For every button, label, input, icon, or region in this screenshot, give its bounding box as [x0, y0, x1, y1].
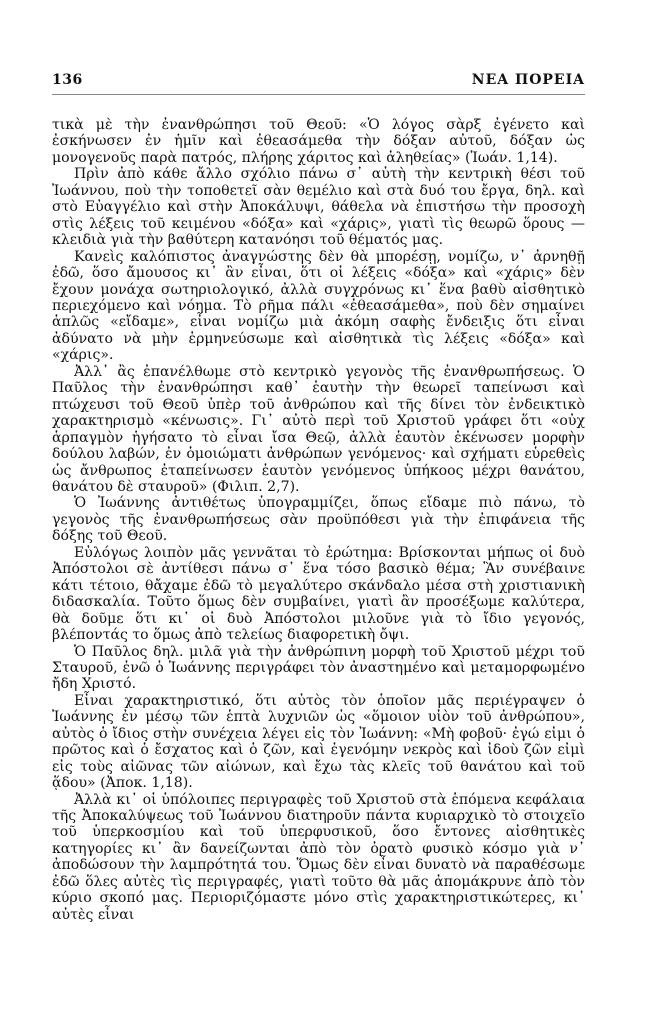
paragraph-6: Εὐλόγως λοιπὸν μᾶς γεννᾶται τὸ ἐρώτημα: Βρίσκονται μήπως οἱ δυὸ Ἀπόστολοι σὲ ἀντίθεσι πάνω σ᾽ ἕνα τόσο βασικὸ θέμα; Ἂν συνέβαινε κάτι τέτοιο, θἄχαμε ἐδῶ τὸ μεγαλύτερο σκάνδαλο μέσα στὴ χριστιανικὴ διδασκαλία. Τοῦτο ὅμως δὲν συμβαίνει, γιατὶ ἂν προσέξωμε καλύτερα, θὰ δοῦμε ὅτι κι᾽ οἱ δυὸ Ἀπόστολοι μιλοῦνε γιὰ τὸ ἴδιο γεγονός, βλέποντάς το ὅμως ἀπὸ τελείως διαφορετικὴ ὄψι. — [52, 544, 585, 644]
paragraph-8: Εἶναι χαρακτηριστικό, ὅτι αὐτὸς τὸν ὁποῖον μᾶς περιέγραψεν ὁ Ἰωάννης ἐν μέσῳ τῶν ἑπτὰ λυχνιῶν ὡς «ὅμοιον υἱὸν τοῦ ἀνθρώπου», αὐτὸς ὁ ἴδιος στὴν συνέχεια λέγει εἰς τὸν Ἰωάννη: «Μὴ φοβοῦ· ἐγώ εἰμι ὁ πρῶτος καὶ ὁ ἔσχατος καὶ ὁ ζῶν, καὶ ἐγενόμην νεκρὸς καὶ ἰδοὺ ζῶν εἰμὶ εἰς τοὺς αἰῶνας τῶν αἰώνων, καὶ ἔχω τὰς κλεῖς τοῦ θανάτου καὶ τοῦ ᾅδου» (Ἀποκ. 1,18). — [52, 692, 585, 792]
page-number: 136 — [52, 72, 83, 88]
body-text — [52, 117, 585, 923]
paragraph-7: Ὁ Παῦλος δηλ. μιλᾶ γιὰ τὴν ἀνθρώπινη μορφὴ τοῦ Χριστοῦ μέχρι τοῦ Σταυροῦ, ἐνῶ ὁ Ἰωάννης περιγράφει τὸν ἀναστημένο καὶ μεταμορφωμένο ἤδη Χριστό. — [52, 643, 585, 693]
page-header — [52, 72, 585, 95]
paragraph-1: τικὰ μὲ τὴν ἐνανθρώπησι τοῦ Θεοῦ: «Ὁ λόγος σὰρξ ἐγένετο καὶ ἐσκήνωσεν ἐν ἡμῖν καὶ ἐθεασάμεθα τὴν δόξαν αὐτοῦ, δόξαν ὡς μονογενοῦς παρὰ πατρός, πλήρης χάριτος καὶ ἀληθείας» (Ἰωάν. 1,14). — [52, 117, 585, 166]
paragraph-5: Ὁ Ἰωάννης ἀντιθέτως ὑπογραμμίζει, ὅπως εἴδαμε πιὸ πάνω, τὸ γεγονὸς τῆς ἐνανθρωπήσεως σὰν προϋπόθεσι γιὰ τὴν ἐπιφάνεια τῆς δόξης τοῦ Θεοῦ. — [52, 495, 585, 545]
paragraph-2: Πρὶν ἀπὸ κάθε ἄλλο σχόλιο πάνω σ᾽ αὐτὴ τὴν κεντρικὴ θέσι τοῦ Ἰωάννου, ποὺ τὴν τοποθετεῖ σὰν θεμέλιο καὶ στὰ δυό του ἔργα, δηλ. καὶ στὸ Εὐαγγέλιο καὶ στὴν Ἀποκάλυψι, θάθελα νὰ ἐπιστήσω τὴν προσοχὴ στὶς λέξεις τοῦ κειμένου «δόξα» καὶ «χάρις», γιατὶ τὶς θεωρῶ ὅρους — κλειδιὰ γιὰ τὴν βαθύτερη κατανόησι τοῦ θέματός μας. — [52, 166, 585, 249]
paragraph-9: Ἀλλὰ κι᾽ οἱ ὑπόλοιπες περιγραφὲς τοῦ Χριστοῦ στὰ ἑπόμενα κεφάλαια τῆς Ἀποκαλύψεως τοῦ Ἰωάννου διατηροῦν πάντα κυριαρχικὸ τὸ στοιχεῖο τοῦ ὑπερκοσμίου καὶ τοῦ ὑπερφυσικοῦ, ὅσο ἔντονες αἰσθητικὲς κατηγορίες κι᾽ ἂν δανείζωνται ἀπὸ τὸν ὁρατὸ φυσικὸ κόσμο γιὰ ν᾽ ἀποδώσουν τὴν λαμπρότητά του. Ὅμως δὲν εἶναι δυνατὸ νὰ παραθέσωμε ἐδῶ ὅλες αὐτὲς τὶς περιγραφές, γιατὶ τοῦτο θὰ μᾶς ἀπομάκρυνε ἀπὸ τὸν κύριο σκοπό μας. Περιοριζόμαστε μόνο στὶς χαρακτηριστικώτερες, κι᾽ αὐτὲς εἶναι — [52, 791, 585, 923]
journal-title: ΝΕΑ ΠΟΡΕΙΑ — [471, 72, 585, 88]
paragraph-3: Κανεὶς καλόπιστος ἀναγνώστης δὲν θὰ μπορέσῃ, νομίζω, ν᾽ ἀρνηθῇ ἐδῶ, ὅσο ἄμουσος κι᾽ ἂν εἶναι, ὅτι οἱ λέξεις «δόξα» καὶ «χάρις» δὲν ἔχουν μονάχα σωτηριολογικό, ἀλλὰ συγχρόνως κι᾽ ἕνα βαθὺ αἰσθητικὸ περιεχόμενο καὶ νόημα. Τὸ ρῆμα πάλι «ἐθεασάμεθα», ποὺ δὲν σημαίνει ἁπλῶς «εἴδαμε», εἶναι νομίζω μιὰ ἀκόμη σαφὴς ἔνδειξις ὅτι εἶναι ἀδύνατο νὰ μὴν ἑρμηνεύσωμε καὶ αἰσθητικὰ τὶς λέξεις «δόξα» καὶ «χάρις». — [52, 248, 585, 364]
paragraph-4: Ἀλλ᾽ ἂς ἐπανέλθωμε στὸ κεντρικὸ γεγονὸς τῆς ἐνανθρωπήσεως. Ὁ Παῦλος τὴν ἐνανθρώπησι καθ᾽ ἑαυτὴν τὴν θεωρεῖ ταπείνωσι καὶ πτώχευσι τοῦ Θεοῦ ὑπὲρ τοῦ ἀνθρώπου καὶ τῆς δίνει τὸν ἐνδεικτικὸ χαρακτηρισμὸ «κένωσις». Γι᾽ αὐτὸ περὶ τοῦ Χριστοῦ γράφει ὅτι «οὐχ ἁρπαγμὸν ἡγήσατο τὸ εἶναι ἴσα Θεῷ, ἀλλὰ ἑαυτὸν ἐκένωσεν μορφὴν δούλου λαβών, ἐν ὁμοιώματι ἀνθρώπων γενόμενος· καὶ σχήματι εὑρεθεὶς ὡς ἄνθρωπος ἐταπείνωσεν ἑαυτὸν γενόμενος ὑπήκοος μέχρι θανάτου, θανάτου δὲ σταυροῦ» (Φιλιπ. 2,7). — [52, 363, 585, 495]
